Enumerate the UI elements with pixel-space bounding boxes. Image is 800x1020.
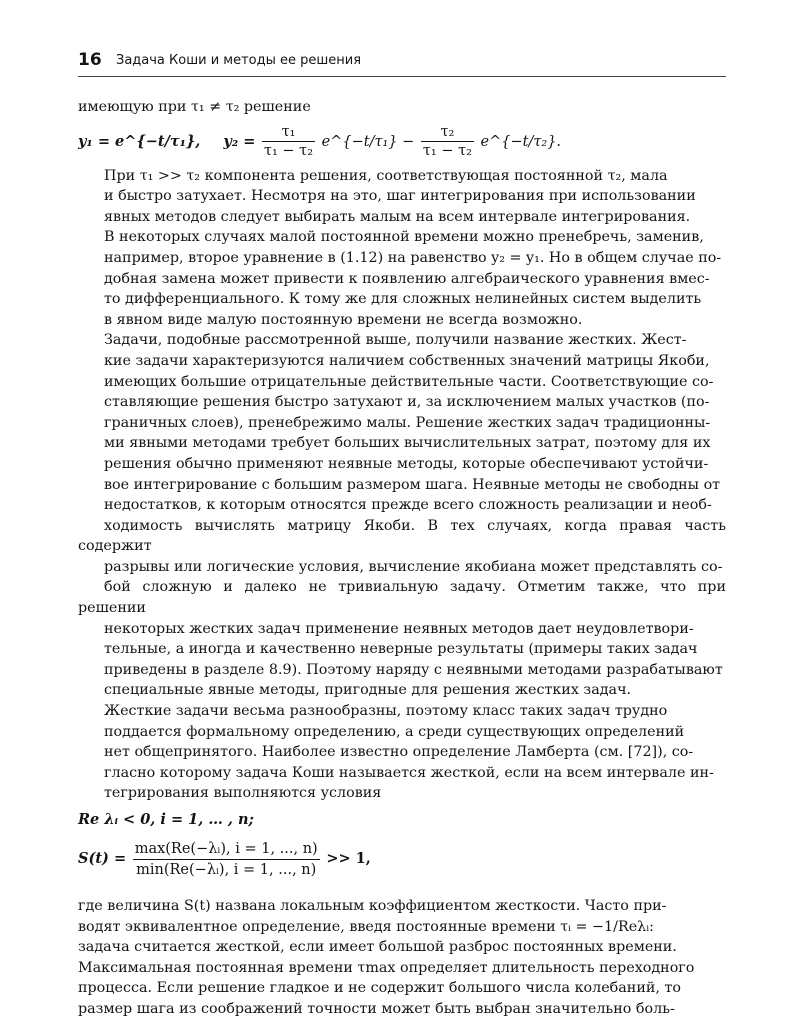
eq3-lhs: S(t) = bbox=[78, 850, 127, 867]
text-line: ставляющие решения быстро затухают и, за исключением малых участков (по- bbox=[104, 394, 710, 411]
text-line: вое интегрирование с большим размером шага. Неявные методы не свободны от bbox=[104, 476, 721, 493]
eq1-y2-lhs: y₂ = bbox=[223, 132, 256, 150]
text-line: нет общепринятого. Наиболее известно определение Ламберта (см. [72]), со- bbox=[104, 744, 694, 761]
paragraph-2 bbox=[78, 330, 726, 701]
eq1-frac2-den: τ₁ − τ₂ bbox=[422, 143, 472, 160]
eq1-y1: y₁ = e^{−t/τ₁}, bbox=[78, 132, 201, 150]
eq3-den: min(Re(−λᵢ), i = 1, ..., n) bbox=[133, 859, 320, 880]
text-line: некоторых жестких задач применение неявных методов дает неудовлетвори- bbox=[104, 620, 694, 637]
text-line: то дифференциального. К тому же для сложных нелинейных систем выделить bbox=[104, 291, 702, 308]
text-line: Максимальная постоянная времени τmax определяет длительность переходного bbox=[78, 959, 695, 976]
text-line: и быстро затухает. Несмотря на это, шаг интегрирования при использовании bbox=[104, 188, 696, 205]
text-line: ми явными методами требует больших вычислительных затрат, поэтому для их bbox=[104, 435, 711, 452]
paragraph-1 bbox=[78, 166, 726, 331]
running-header bbox=[78, 50, 726, 76]
paragraph-3 bbox=[78, 701, 726, 804]
text-line: специальные явные методы, пригодные для решения жестких задач. bbox=[104, 682, 632, 699]
eq1-fraction-1 bbox=[262, 123, 315, 160]
text-line: В некоторых случаях малой постоянной времени можно пренебречь, заменив, bbox=[104, 229, 704, 246]
paragraph-4 bbox=[78, 896, 726, 1020]
text-line: гласно которому задача Коши называется жесткой, если на всем интервале ин- bbox=[104, 764, 714, 781]
text-line: процесса. Если решение гладкое и не содержит большого числа колебаний, то bbox=[78, 980, 681, 997]
eq1-frac1-num: τ₁ bbox=[281, 124, 296, 141]
text-line: явных методов следует выбирать малым на всем интервале интегрирования. bbox=[104, 208, 691, 225]
text-line: кие задачи характеризуются наличием собственных значений матрицы Якоби, bbox=[104, 352, 710, 369]
text-line: добная замена может привести к появлению алгебраического уравнения вмес- bbox=[104, 270, 710, 287]
text-line: Жесткие задачи весьма разнообразны, поэтому класс таких задач трудно bbox=[104, 703, 668, 720]
intro-line: имеющую при τ₁ ≠ τ₂ решение bbox=[78, 99, 311, 115]
text-line: задача считается жесткой, если имеет большой разброс постоянных времени. bbox=[78, 939, 677, 956]
eq2-text: Re λᵢ < 0, i = 1, … , n; bbox=[78, 811, 254, 828]
equation-eigen-condition bbox=[78, 808, 726, 832]
header-rule bbox=[78, 76, 726, 77]
text-line: размер шага из соображений точности может быть выбран значительно боль- bbox=[78, 1000, 675, 1017]
equation-stiffness-ratio bbox=[78, 832, 726, 886]
eq1-frac2-num: τ₂ bbox=[440, 124, 455, 141]
text-line: Задачи, подобные рассмотренной выше, получили название жестких. Жест- bbox=[104, 332, 687, 349]
text-line: ходимость вычислять матрицу Якоби. В тех случаях, когда правая часть содержит bbox=[78, 517, 726, 555]
text-line: поддается формальному определению, а среди существующих определений bbox=[104, 723, 685, 740]
text-line: например, второе уравнение в (1.12) на равенство y₂ = y₁. Но в общем случае по- bbox=[104, 249, 722, 266]
page-body bbox=[78, 97, 726, 1020]
eq3-num: max(Re(−λᵢ), i = 1, ..., n) bbox=[134, 840, 318, 857]
text-line: разрывы или логические условия, вычисление якобиана может представлять со- bbox=[104, 558, 723, 575]
eq3-fraction bbox=[133, 839, 320, 880]
eq1-fraction-2 bbox=[421, 123, 474, 160]
text-line: бой сложную и далеко не тривиальную задачу. Отметим также, что при решении bbox=[78, 579, 726, 617]
text-line: приведены в разделе 8.9). Поэтому наряду с неявными методами разрабатывают bbox=[104, 661, 723, 678]
chapter-title: Задача Коши и методы ее решения bbox=[116, 53, 362, 68]
text-line: граничных слоев), пренебрежимо малы. Решение жестких задач традиционны- bbox=[104, 414, 711, 431]
text-line: тегрирования выполняются условия bbox=[104, 785, 382, 802]
text-line: водят эквивалентное определение, введя постоянные времени τᵢ = −1/Reλᵢ: bbox=[78, 918, 654, 935]
eq1-frac1-den: τ₁ − τ₂ bbox=[263, 143, 314, 160]
page-number: 16 bbox=[78, 50, 102, 70]
text-line: При τ₁ >> τ₂ компонента решения, соответствующая постоянной τ₂, мала bbox=[104, 167, 668, 184]
text-line: где величина S(t) названа локальным коэффициентом жесткости. Часто при- bbox=[78, 898, 667, 914]
eq3-rhs: >> 1, bbox=[326, 850, 371, 867]
equation-solution bbox=[78, 118, 726, 166]
eq1-exp2: e^{−t/τ₂}. bbox=[480, 133, 562, 150]
text-line: имеющих большие отрицательные действительные части. Соответствующие со- bbox=[104, 373, 714, 390]
text-line: в явном виде малую постоянную времени не всегда возможно. bbox=[104, 311, 583, 328]
text-line: тельные, а иногда и качественно неверные результаты (примеры таких задач bbox=[104, 641, 698, 658]
text-line: недостатков, к которым относятся прежде всего сложность реализации и необ- bbox=[104, 497, 712, 514]
eq1-exp1: e^{−t/τ₁} − bbox=[321, 133, 415, 150]
text-line: решения обычно применяют неявные методы, которые обеспечивают устойчи- bbox=[104, 455, 709, 472]
